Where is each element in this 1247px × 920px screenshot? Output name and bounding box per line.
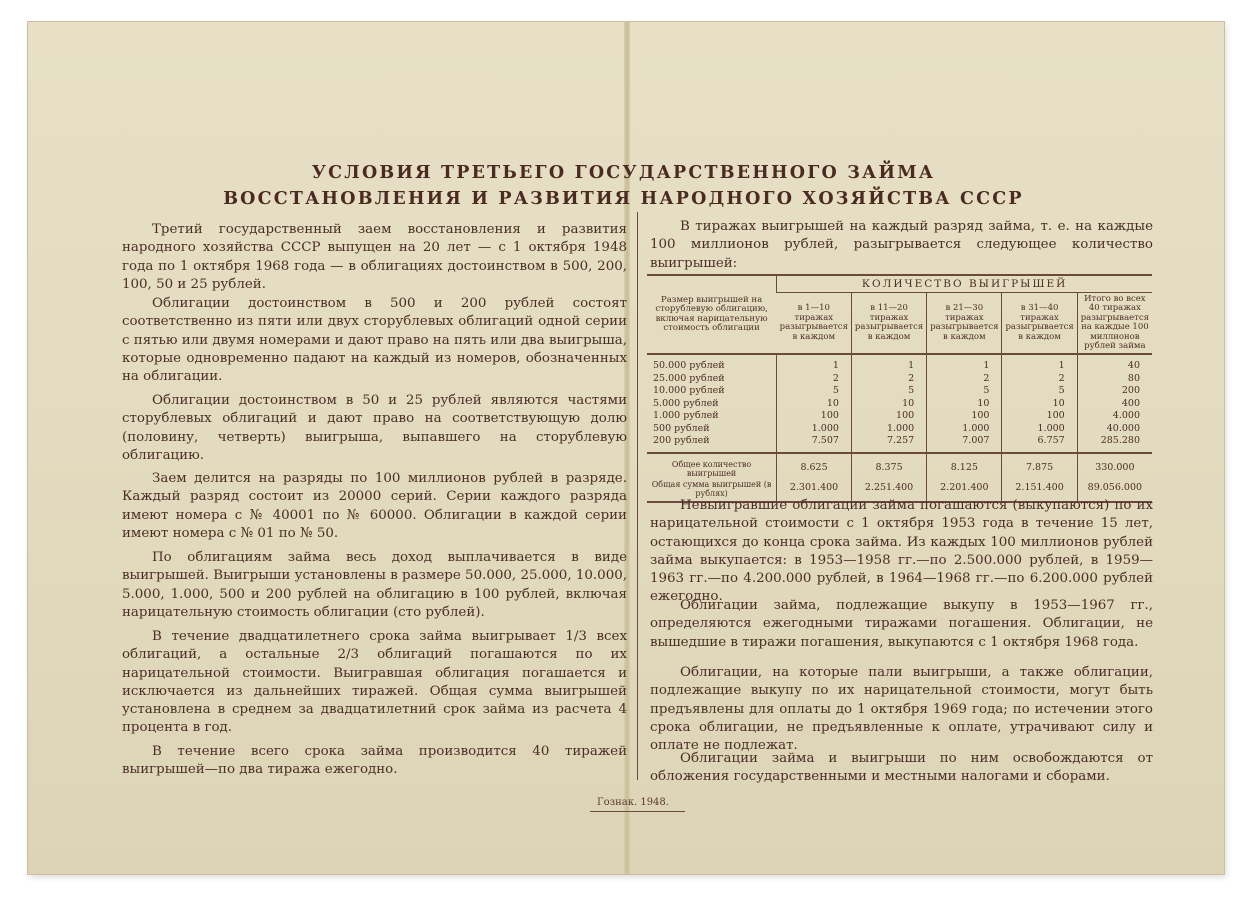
cell: 2	[927, 373, 1002, 386]
imprint-rule	[590, 811, 685, 812]
cell: 2.251.400	[851, 479, 926, 502]
cell: 1.000	[927, 423, 1002, 436]
total-cell: 200	[1077, 385, 1152, 398]
prize-cell: 5.000 рублей	[653, 397, 719, 409]
left-paragraph-4: Заем делится на разряды по 100 миллионов рублей в разряде. Каждый разряд состоит из 20000 серий. Серии каждого разряда имеют номера с № 40001 по № 60000. Облигации в каждой серии имеют номера с № 01 по № 50.	[122, 471, 627, 541]
cell: 8.125	[927, 453, 1002, 479]
right-paragraph-1: Невыигравшие облигации займа погашаются (выкупаются) по их нарицательной стоимости с 1 октября 1953 года в течение 15 лет, остающихся до конца срока займа. Из каждых 100 миллионов рублей займа выкупается: в 1953—1958 гг.—по 2.500.000 рублей, в 1959—1963 гг.—по 4.200.000 рублей, в 1964—1968 гг.—по 6.200.000 рублей ежегодно.	[650, 498, 1153, 605]
left-paragraph-2: Облигации достоинством в 500 и 200 рублей состоят соответственно из пяти или двух сторублевых облигаций одной серии с пятью или двумя номерами и дают право на пять или два выигрыша, которые одновременно падают на каждый из номеров, обозначенных на облигации.	[122, 296, 627, 385]
total-cell: 285.280	[1077, 435, 1152, 453]
cell: 10	[777, 398, 852, 411]
prize-cell: 500 рублей	[653, 422, 710, 434]
cell: 10	[851, 398, 926, 411]
column-rule	[637, 212, 638, 780]
prize-cell: 25.000 рублей	[653, 372, 725, 384]
total-cell: 40.000	[1077, 423, 1152, 436]
cell: 100	[1002, 410, 1077, 423]
table-row	[647, 423, 1152, 436]
cell: 7.007	[927, 435, 1002, 453]
table-row	[647, 410, 1152, 423]
prize-cell: 50.000 рублей	[653, 360, 725, 371]
cell: 2.151.400	[1002, 479, 1077, 502]
left-paragraph-3: Облигации достоинством в 50 и 25 рублей являются частями сторублевых облигаций и дают право на соответствующую долю (половину, четверть) выигрыша, выпавшего на сторублевую облигацию.	[122, 393, 627, 463]
cell: 5	[777, 385, 852, 398]
right-paragraph-2: Облигации займа, подлежащие выкупу в 1953—1967 гг., определяются ежегодными тиражами погашения. Облигации, не вышедшие в тиражи погашения, выкупаются с 1 октября 1968 года.	[650, 598, 1153, 650]
cell: 8.625	[777, 453, 852, 479]
cell: 5	[927, 385, 1002, 398]
cell: 1	[851, 354, 926, 373]
winnings-table	[647, 274, 1152, 503]
table-header-col-3: в 21—30 тиражах разыгрывается в каждом	[927, 293, 1002, 355]
title-line-2: ВОССТАНОВЛЕНИЯ И РАЗВИТИЯ НАРОДНОГО ХОЗЯЙСТВА СССР	[223, 189, 1024, 209]
prize-cell: 200 рублей	[653, 435, 710, 446]
table-header-col-4: в 31—40 тиражах разыгрывается в каждом	[1002, 293, 1077, 355]
cell: 100	[851, 410, 926, 423]
table-row	[647, 435, 1152, 453]
left-paragraph-1: Третий государственный заем восстановления и развития народного хозяйства СССР выпущен на 20 лет — с 1 октября 1948 года по 1 октября 1968 года — в облигациях достоинством в 500, 200, 100, 50 и 25 рублей.	[122, 222, 627, 292]
total-cell: 400	[1077, 398, 1152, 411]
table-header-group: КОЛИЧЕСТВО ВЫИГРЫШЕЙ	[777, 275, 1152, 293]
prize-cell: 1.000 рублей	[653, 410, 719, 421]
left-paragraph-7: В течение всего срока займа производится 40 тиражей выигрышей—по два тиража ежегодно.	[122, 744, 627, 778]
cell: 10	[927, 398, 1002, 411]
cell: 1	[777, 354, 852, 373]
total-cell: 330.000	[1077, 453, 1152, 479]
total-cell: 4.000	[1077, 410, 1152, 423]
cell: 1.000	[777, 423, 852, 436]
table-row	[647, 354, 1152, 373]
table-total-row	[647, 453, 1152, 479]
table-header-prize: Размер выигрышей на сторублевую облигацию, включая нарицательную стоимость облигации	[647, 275, 777, 354]
prize-cell: 10.000 рублей	[653, 385, 725, 396]
table-header-col-total: Итого во всех 40 тиражах разыгрывается на каждые 100 миллионов рублей займа	[1077, 293, 1152, 355]
left-paragraph-5: По облигациям займа весь доход выплачивается в виде выигрышей. Выигрыши установлены в размере 50.000, 25.000, 10.000, 5.000, 1.000, 500 и 200 рублей на облигацию в 100 рублей, включая нарицательную стоимость облигации (сто рублей).	[122, 550, 627, 620]
cell: 7.875	[1002, 453, 1077, 479]
table-row	[647, 373, 1152, 386]
table-row	[647, 385, 1152, 398]
cell: 2.201.400	[927, 479, 1002, 502]
cell: 7.507	[777, 435, 852, 453]
right-intro: В тиражах выигрышей на каждый разряд займа, т. е. на каждые 100 миллионов рублей, разыгрывается следующее количество выигрышей:	[650, 219, 1153, 271]
cell: 1	[927, 354, 1002, 373]
title-line-1: УСЛОВИЯ ТРЕТЬЕГО ГОСУДАРСТВЕННОГО ЗАЙМА	[311, 163, 936, 183]
cell: 2	[1002, 373, 1077, 386]
right-paragraph-3: Облигации, на которые пали выигрыши, а также облигации, подлежащие выкупу по их нарицательной стоимости, могут быть предъявлены для оплаты до 1 октября 1969 года; по истечении этого срока облигации, не предъявленные к оплате, утрачивают силу и оплате не подлежат.	[650, 665, 1153, 754]
cell: 1.000	[851, 423, 926, 436]
cell: 5	[851, 385, 926, 398]
cell: 100	[777, 410, 852, 423]
printer-imprint: Гознак. 1948.	[597, 797, 669, 808]
cell: 5	[1002, 385, 1077, 398]
total-label: Общее количество выигрышей	[647, 453, 777, 479]
cell: 100	[927, 410, 1002, 423]
cell: 8.375	[851, 453, 926, 479]
cell: 6.757	[1002, 435, 1077, 453]
total-cell: 40	[1077, 354, 1152, 373]
cell: 1	[1002, 354, 1077, 373]
right-paragraph-4: Облигации займа и выигрыши по ним освобождаются от обложения государственными и местными налогами и сборами.	[650, 751, 1153, 785]
cell: 10	[1002, 398, 1077, 411]
left-paragraph-6: В течение двадцатилетнего срока займа выигрывает 1/3 всех облигаций, а остальные 2/3 облигаций погашаются по их нарицательной стоимости. Выигравшая облигация погашается и исключается из дальнейших тиражей. Общая сумма выигрышей установлена в среднем за двадцатилетний срок займа из расчета 4 процента в год.	[122, 629, 627, 736]
total-cell: 89.056.000	[1077, 479, 1152, 502]
total-cell: 80	[1077, 373, 1152, 386]
table-header-col-1: в 1—10 тиражах разыгрывается в каждом	[777, 293, 852, 355]
total-label: Общая сумма выигрышей (в рублях)	[647, 479, 777, 502]
table-row	[647, 398, 1152, 411]
cell: 2	[851, 373, 926, 386]
cell: 7.257	[851, 435, 926, 453]
cell: 1.000	[1002, 423, 1077, 436]
cell: 2.301.400	[777, 479, 852, 502]
cell: 2	[777, 373, 852, 386]
table-header-col-2: в 11—20 тиражах разыгрывается в каждом	[851, 293, 926, 355]
